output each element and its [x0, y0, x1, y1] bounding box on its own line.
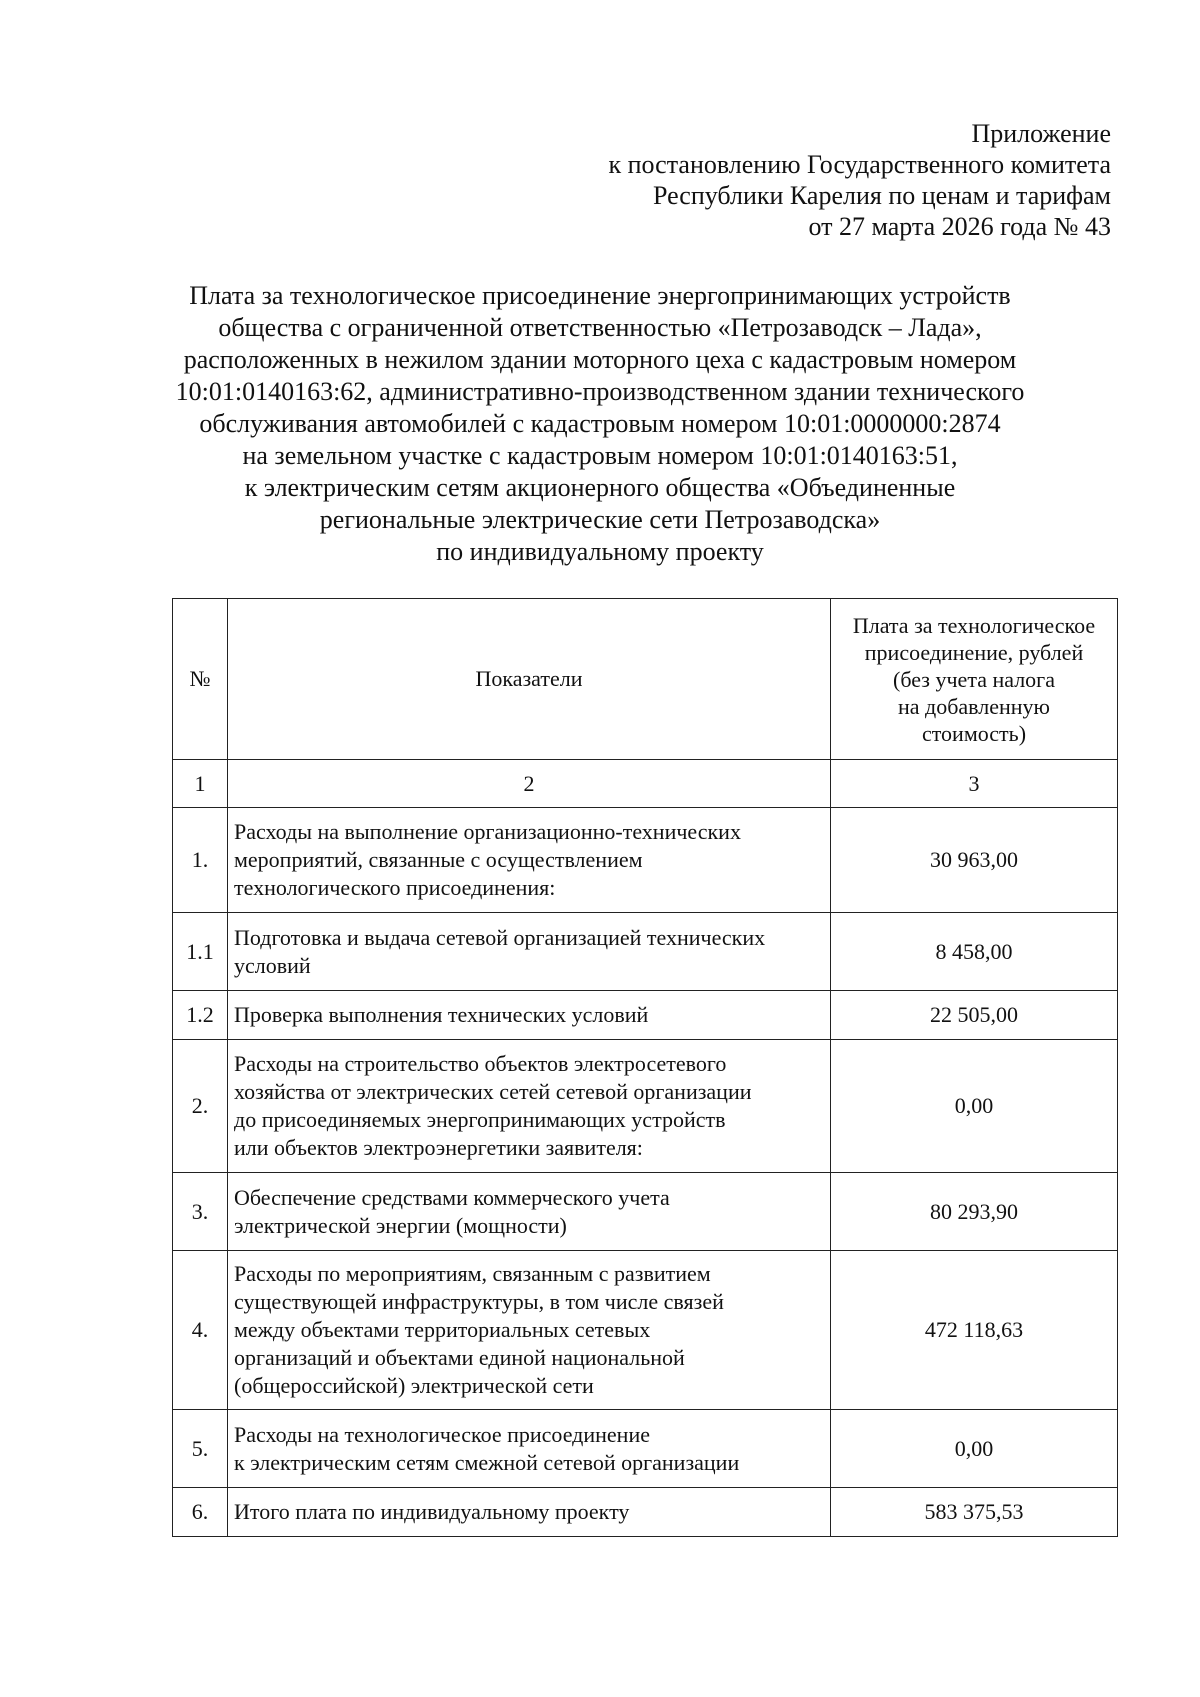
column-index-cell: 2 [228, 760, 831, 808]
row-name [228, 1251, 831, 1410]
row-value: 583 375,53 [831, 1488, 1118, 1537]
row-num: 2. [173, 1040, 228, 1173]
row-name [228, 913, 831, 991]
row-num: 1. [173, 808, 228, 913]
tariff-table [172, 598, 1118, 1537]
row-value: 472 118,63 [831, 1251, 1118, 1410]
table-row [173, 1173, 1118, 1251]
table-row-total [173, 1488, 1118, 1537]
row-value: 0,00 [831, 1040, 1118, 1173]
table-row [173, 991, 1118, 1040]
row-name-text: Подготовка и выдача сетевой организацией технических условий [234, 924, 766, 978]
column-index-cell: 1 [173, 760, 228, 808]
row-value: 8 458,00 [831, 913, 1118, 991]
appendix-line: Республики Карелия по ценам и тарифам [652, 181, 1111, 210]
title-line: Плата за технологическое присоединение энергопринимающих устройств [189, 281, 1011, 310]
row-name-text: Итого плата по индивидуальному проекту [234, 1499, 630, 1524]
row-name [228, 808, 831, 913]
column-index-row [173, 760, 1118, 808]
table-row [173, 1251, 1118, 1410]
row-num: 6. [173, 1488, 228, 1537]
header-num: № [173, 599, 228, 760]
title-line: на земельном участке с кадастровым номером 10:01:0140163:51, [242, 441, 958, 470]
row-num: 3. [173, 1173, 228, 1251]
row-name [228, 1488, 831, 1537]
row-value: 30 963,00 [831, 808, 1118, 913]
row-name-text: Расходы на выполнение организационно-технических мероприятий, связанные с осуществлением технологического присоединения: [234, 819, 741, 900]
row-name-text: Расходы на технологическое присоединение к электрическим сетям смежной сетевой организации [234, 1421, 740, 1475]
row-value: 0,00 [831, 1410, 1118, 1488]
document-title [150, 280, 1050, 568]
title-line: к электрическим сетям акционерного общества «Объединенные [244, 473, 956, 502]
table-row [173, 1040, 1118, 1173]
row-num: 1.2 [173, 991, 228, 1040]
row-name-text: Расходы по мероприятиям, связанным с развитием существующей инфраструктуры, в том числе связей между объектами территориальных сетевых организаций и объектами единой национальной (общероссийской) электрической сети [234, 1261, 724, 1398]
table-header-row [173, 599, 1118, 760]
column-index-cell: 3 [831, 760, 1118, 808]
row-value: 80 293,90 [831, 1173, 1118, 1251]
table-row [173, 808, 1118, 913]
row-name [228, 991, 831, 1040]
header-value [831, 599, 1118, 760]
row-name-text: Расходы на строительство объектов электросетевого хозяйства от электрических сетей сетевой организации до присоединяемых энергопринимающих устройств или объектов электроэнергетики заявителя: [234, 1051, 752, 1160]
title-line: 10:01:0140163:62, административно-производственном здании технического [175, 377, 1025, 406]
title-line: обслуживания автомобилей с кадастровым номером 10:01:0000000:2874 [199, 409, 1001, 438]
appendix-date-line: от 27 марта 2026 года № 43 [808, 212, 1111, 241]
row-num: 4. [173, 1251, 228, 1410]
header-name: Показатели [228, 599, 831, 760]
row-num: 5. [173, 1410, 228, 1488]
appendix-line: Приложение [971, 119, 1111, 148]
row-name-text: Обеспечение средствами коммерческого учета электрической энергии (мощности) [234, 1184, 670, 1238]
row-name-text: Проверка выполнения технических условий [234, 1002, 649, 1027]
header-value-text: Плата за технологическое присоединение, рублей (без учета налога на добавленную стоимость) [852, 612, 1096, 746]
table-row [173, 1410, 1118, 1488]
row-name [228, 1173, 831, 1251]
title-line: расположенных в нежилом здании моторного цеха с кадастровым номером [183, 345, 1017, 374]
row-value: 22 505,00 [831, 991, 1118, 1040]
title-line: по индивидуальному проекту [436, 537, 764, 566]
title-line: общества с ограниченной ответственностью «Петрозаводск – Лада», [218, 313, 982, 342]
row-num: 1.1 [173, 913, 228, 991]
appendix-block [608, 118, 1111, 242]
title-line: региональные электрические сети Петрозаводска» [319, 505, 881, 534]
row-name [228, 1410, 831, 1488]
appendix-line: к постановлению Государственного комитета [608, 150, 1111, 179]
row-name [228, 1040, 831, 1173]
table-row [173, 913, 1118, 991]
